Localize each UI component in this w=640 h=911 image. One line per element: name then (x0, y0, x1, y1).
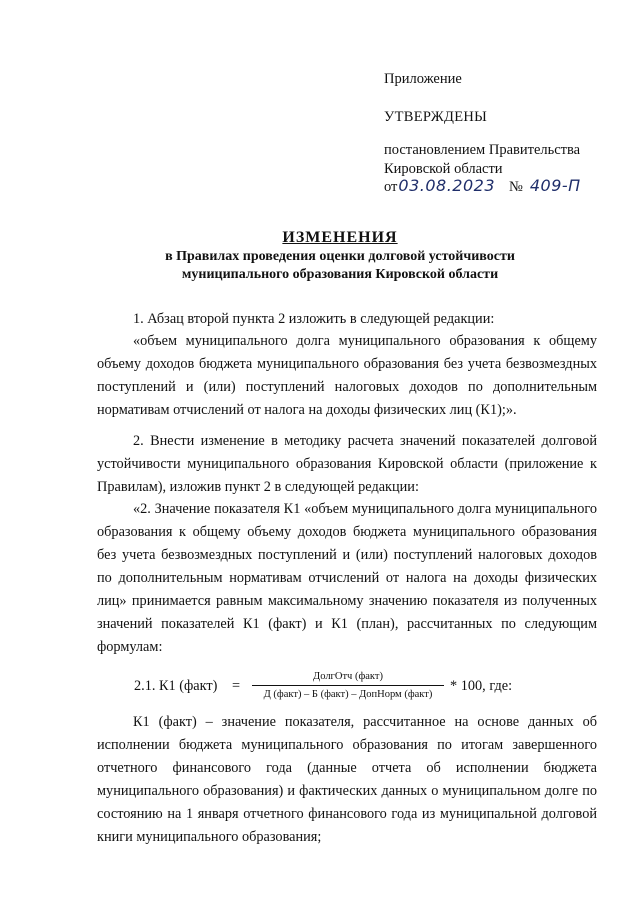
appendix-label: Приложение (384, 71, 462, 87)
handwritten-number: 409-П (529, 176, 581, 195)
formula-fraction (252, 670, 444, 701)
document-subtitle-1: в Правилах проведения оценки долговой устойчивости (165, 249, 515, 264)
approval-date-line (384, 176, 581, 197)
formula-label: 2.1. К1 (факт) (134, 678, 218, 694)
formula-k1-fact (134, 670, 604, 710)
paragraph-1: 1. Абзац второй пункта 2 изложить в следующей редакции: (133, 311, 495, 327)
number-prefix: № (509, 179, 523, 195)
approved-label: УТВЕРЖДЕНЫ (384, 109, 488, 125)
paragraph-3: 2. Внести изменение в методику расчета значений показателей долговой устойчивости муниципального образования Кировской области (приложение к Правилам), изложив пункт 2 в следующей редакции: (97, 433, 597, 495)
date-prefix: от (384, 179, 398, 195)
formula-tail: * 100, где: (450, 678, 513, 694)
fraction-bar (252, 685, 444, 686)
document-subtitle-2: муниципального образования Кировской области (181, 267, 499, 282)
approval-line-1: постановлением Правительства (384, 142, 581, 158)
approval-line-2: Кировской области (384, 161, 503, 177)
paragraph-5: К1 (факт) – значение показателя, рассчитанное на основе данных об исполнении бюджета муниципального образования по итогам завершенного отчетного финансового года (данные отчета об исполнении бюджета муниципального образования) и фактических данных о муниципальном долге по состоянию на 1 января отчетного финансового года из муниципальной долговой книги муниципального образования; (97, 714, 597, 845)
formula-denominator: Д (факт) – Б (факт) – ДопНорм (факт) (263, 689, 433, 700)
paragraph-2: «объем муниципального долга муниципального образования к общему объему доходов бюджета муниципального образования без учета безвозмездных поступлений и (или) поступлений налоговых доходов по дополнительным нормативам отчислений от налога на доходы физических лиц (К1);». (97, 333, 597, 418)
formula-numerator: ДолгОтч (факт) (313, 671, 383, 682)
paragraph-4: «2. Значение показателя К1 «объем муниципального долга муниципального образования к общему объему доходов бюджета муниципального образования без учета безвозмездных поступлений и (или) поступлений налоговых доходов по дополнительным нормативам отчислений от налога на доходы физических лиц» принимается равным максимальному значению показателя из полученных значений показателей К1 (факт) и К1 (план), рассчитанных по следующим формулам: (97, 501, 597, 655)
formula-equals: = (232, 678, 241, 694)
document-title: ИЗМЕНЕНИЯ (282, 229, 398, 246)
handwritten-date: 03.08.2023 (398, 176, 496, 195)
